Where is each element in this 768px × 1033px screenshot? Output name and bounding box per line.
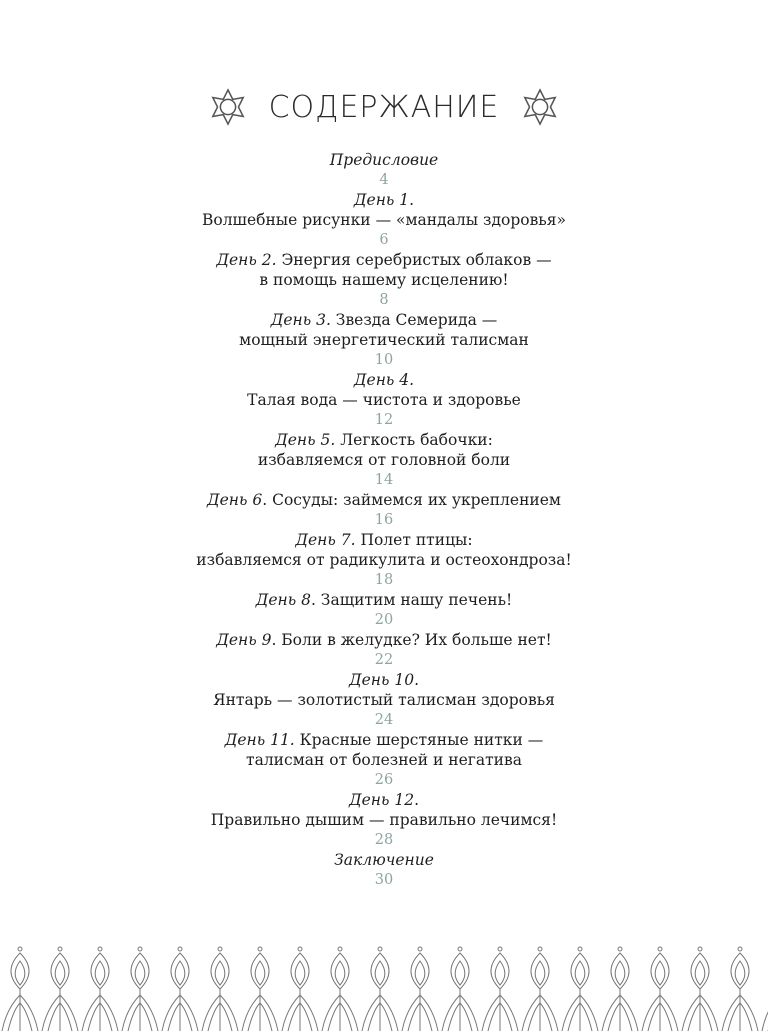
toc-page-number: 22 bbox=[374, 652, 394, 668]
toc-entry-text: Янтарь — золотистый талисман здоровья bbox=[213, 691, 555, 709]
border-motif bbox=[82, 947, 118, 1031]
toc-day-label: День 2. bbox=[216, 251, 277, 269]
toc-entry-text: . Боли в желудке? Их больше нет! bbox=[271, 631, 552, 649]
toc-page-number: 4 bbox=[379, 172, 389, 188]
border-motif bbox=[322, 947, 358, 1031]
toc-day-label: День 9 bbox=[216, 631, 272, 649]
toc-day-label: Предисловие bbox=[329, 151, 439, 169]
border-motif bbox=[362, 947, 398, 1031]
border-motif bbox=[602, 947, 638, 1031]
toc-day-label: Заключение bbox=[334, 851, 434, 869]
toc-page-number: 8 bbox=[379, 292, 389, 308]
border-motif bbox=[122, 947, 158, 1031]
border-motif bbox=[722, 947, 758, 1031]
toc-entry-title bbox=[0, 430, 768, 450]
border-motif bbox=[202, 947, 238, 1031]
toc-page-number: 20 bbox=[374, 612, 394, 628]
border-motif bbox=[282, 947, 318, 1031]
toc-page-number: 6 bbox=[379, 232, 389, 248]
border-motif bbox=[242, 947, 278, 1031]
title-row bbox=[0, 88, 768, 126]
toc-entry-text: Полет птицы: bbox=[355, 531, 473, 549]
border-motif bbox=[682, 947, 718, 1031]
toc-day-label: День 4. bbox=[353, 371, 415, 389]
toc-day-label: День 1. bbox=[353, 191, 415, 209]
toc-page-number: 16 bbox=[374, 512, 394, 528]
toc-entry-text: Волшебные рисунки — «мандалы здоровья» bbox=[201, 211, 567, 229]
toc-entry-text: Легкость бабочки: bbox=[335, 431, 493, 449]
toc-entry-title bbox=[0, 730, 768, 750]
toc-entry-text: Правильно дышим — правильно лечимся! bbox=[210, 811, 558, 829]
toc-entry-text: . Защитим нашу печень! bbox=[310, 591, 513, 609]
border-motif bbox=[482, 947, 518, 1031]
border-motif bbox=[402, 947, 438, 1031]
toc-entry-text: мощный энергетический талисман bbox=[239, 331, 529, 349]
toc-entry-text: Энергия серебристых облаков — bbox=[276, 251, 552, 269]
border-motif bbox=[2, 947, 38, 1031]
toc-entry-title bbox=[0, 670, 768, 690]
toc-entry-title bbox=[0, 490, 768, 510]
toc-page-number: 30 bbox=[374, 872, 394, 888]
toc-day-label: День 7. bbox=[295, 531, 356, 549]
toc-entry-text: Красные шерстяные нитки — bbox=[294, 731, 544, 749]
toc-entry-text: избавляемся от радикулита и остеохондроза! bbox=[196, 551, 572, 569]
toc-entry-text: в помощь нашему исцелению! bbox=[259, 271, 509, 289]
toc-page-number: 26 bbox=[374, 772, 394, 788]
toc-entry-title bbox=[0, 190, 768, 210]
toc-page-number: 18 bbox=[374, 572, 394, 588]
toc-entry-title bbox=[0, 370, 768, 390]
toc-day-label: День 8 bbox=[255, 591, 311, 609]
border-motif bbox=[762, 947, 768, 1031]
border-motif bbox=[642, 947, 678, 1031]
toc-page-number: 14 bbox=[374, 472, 394, 488]
toc-entry-title bbox=[0, 250, 768, 270]
toc-page-number: 28 bbox=[374, 832, 394, 848]
toc-entry-title bbox=[0, 530, 768, 550]
toc-entry-text: талисман от болезней и негатива bbox=[246, 751, 522, 769]
toc-entry-title bbox=[0, 790, 768, 810]
border-motif bbox=[42, 947, 78, 1031]
toc-page-number: 10 bbox=[374, 352, 394, 368]
toc-entry-text: Звезда Семерида — bbox=[330, 311, 498, 329]
toc-day-label: День 12. bbox=[349, 791, 419, 809]
toc-day-label: День 6 bbox=[207, 491, 263, 509]
page-title: СОДЕРЖАНИЕ bbox=[268, 89, 500, 125]
toc-entry-title bbox=[0, 150, 768, 170]
seven-pointed-star-icon bbox=[209, 88, 247, 126]
toc-entry-text: Талая вода — чистота и здоровье bbox=[247, 391, 521, 409]
ornamental-border bbox=[0, 943, 768, 1033]
toc-entry-title bbox=[0, 590, 768, 610]
toc-entry-text: . Сосуды: займемся их укреплением bbox=[262, 491, 561, 509]
border-motif bbox=[522, 947, 558, 1031]
seven-pointed-star-icon bbox=[521, 88, 559, 126]
border-motif bbox=[442, 947, 478, 1031]
toc-entry-title bbox=[0, 850, 768, 870]
toc-page-number: 12 bbox=[374, 412, 394, 428]
toc-entry-title bbox=[0, 310, 768, 330]
toc-page-number: 24 bbox=[374, 712, 394, 728]
toc-day-label: День 10. bbox=[349, 671, 419, 689]
border-motif bbox=[162, 947, 198, 1031]
border-motif bbox=[562, 947, 598, 1031]
toc-entry-title bbox=[0, 630, 768, 650]
table-of-contents bbox=[0, 150, 768, 890]
toc-entry-text: избавляемся от головной боли bbox=[257, 451, 511, 469]
toc-day-label: День 11. bbox=[224, 731, 295, 749]
toc-day-label: День 5. bbox=[275, 431, 336, 449]
toc-day-label: День 3. bbox=[270, 311, 331, 329]
